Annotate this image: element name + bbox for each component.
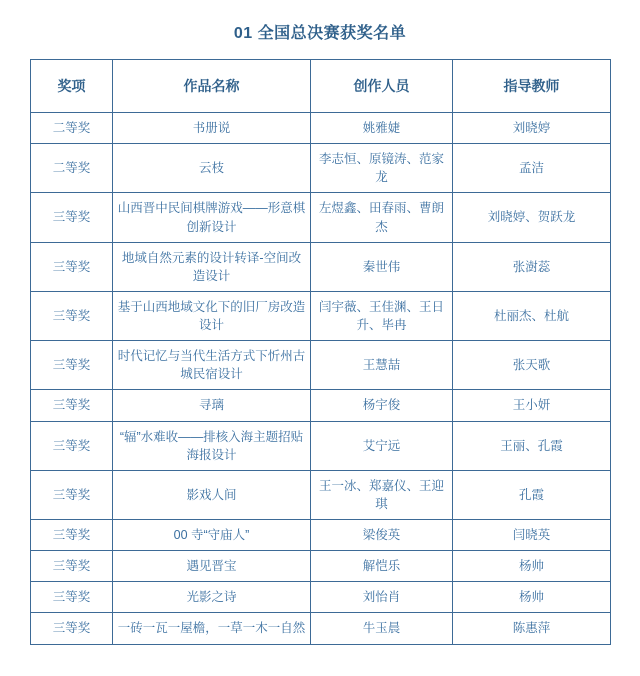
table-row xyxy=(31,390,611,421)
cell-work: 影戏人间 xyxy=(113,470,311,519)
cell-award: 三等奖 xyxy=(31,193,113,242)
column-header-award: 奖项 xyxy=(31,60,113,113)
cell-work: 书册说 xyxy=(113,113,311,144)
cell-authors: 左煜鑫、田春雨、曹朗杰 xyxy=(311,193,453,242)
cell-award: 三等奖 xyxy=(31,242,113,291)
cell-mentors: 刘晓婷 xyxy=(453,113,611,144)
column-header-authors: 创作人员 xyxy=(311,60,453,113)
cell-award: 三等奖 xyxy=(31,291,113,340)
cell-authors: 王慧喆 xyxy=(311,341,453,390)
table-row xyxy=(31,341,611,390)
cell-mentors: 刘晓婷、贺跃龙 xyxy=(453,193,611,242)
column-header-mentors: 指导教师 xyxy=(453,60,611,113)
cell-award: 三等奖 xyxy=(31,390,113,421)
cell-authors: 秦世伟 xyxy=(311,242,453,291)
cell-mentors: 孟洁 xyxy=(453,144,611,193)
table-row xyxy=(31,291,611,340)
cell-authors: 艾宁远 xyxy=(311,421,453,470)
cell-mentors: 张澍蕊 xyxy=(453,242,611,291)
cell-award: 三等奖 xyxy=(31,421,113,470)
cell-award: 三等奖 xyxy=(31,551,113,582)
table-row xyxy=(31,551,611,582)
cell-mentors: 孔霞 xyxy=(453,470,611,519)
cell-authors: 姚雅婕 xyxy=(311,113,453,144)
cell-authors: 李志恒、原镜涛、范家龙 xyxy=(311,144,453,193)
cell-mentors: 杜丽杰、杜航 xyxy=(453,291,611,340)
cell-work: 时代记忆与当代生活方式下忻州古城民宿设计 xyxy=(113,341,311,390)
cell-mentors: 张天歌 xyxy=(453,341,611,390)
cell-authors: 闫宇薇、王佳渊、王日升、毕冉 xyxy=(311,291,453,340)
cell-award: 二等奖 xyxy=(31,144,113,193)
cell-authors: 牛玉晨 xyxy=(311,613,453,644)
cell-award: 三等奖 xyxy=(31,341,113,390)
cell-work: 山西晋中民间棋牌游戏——形意棋创新设计 xyxy=(113,193,311,242)
cell-work: 寻璃 xyxy=(113,390,311,421)
cell-work: 云枝 xyxy=(113,144,311,193)
table-row xyxy=(31,242,611,291)
table-row xyxy=(31,470,611,519)
table-header xyxy=(31,60,611,113)
table-row xyxy=(31,113,611,144)
table-row xyxy=(31,193,611,242)
cell-authors: 解恺乐 xyxy=(311,551,453,582)
table-body xyxy=(31,113,611,645)
cell-authors: 杨宇俊 xyxy=(311,390,453,421)
cell-work: 遇见晋宝 xyxy=(113,551,311,582)
cell-award: 三等奖 xyxy=(31,582,113,613)
cell-mentors: 王丽、孔霞 xyxy=(453,421,611,470)
award-list-table xyxy=(30,59,611,645)
cell-authors: 刘怡肖 xyxy=(311,582,453,613)
table-header-row xyxy=(31,60,611,113)
cell-award: 三等奖 xyxy=(31,613,113,644)
cell-mentors: 杨帅 xyxy=(453,582,611,613)
cell-authors: 王一冰、郑嘉仪、王迎琪 xyxy=(311,470,453,519)
cell-authors: 梁俊英 xyxy=(311,520,453,551)
cell-mentors: 王小妍 xyxy=(453,390,611,421)
table-row xyxy=(31,613,611,644)
column-header-work: 作品名称 xyxy=(113,60,311,113)
cell-work: 一砖一瓦一屋檐，一草一木一自然 xyxy=(113,613,311,644)
cell-work: 光影之诗 xyxy=(113,582,311,613)
cell-award: 二等奖 xyxy=(31,113,113,144)
cell-work: “辐”水难收——排核入海主题招贴海报设计 xyxy=(113,421,311,470)
cell-mentors: 闫晓英 xyxy=(453,520,611,551)
cell-work: 00 寺“守庙人” xyxy=(113,520,311,551)
cell-work: 基于山西地域文化下的旧厂房改造设计 xyxy=(113,291,311,340)
cell-mentors: 陈惠萍 xyxy=(453,613,611,644)
table-row xyxy=(31,520,611,551)
page-title: 01 全国总决赛获奖名单 xyxy=(233,25,407,42)
table-row xyxy=(31,421,611,470)
table-row xyxy=(31,144,611,193)
cell-award: 三等奖 xyxy=(31,520,113,551)
cell-mentors: 杨帅 xyxy=(453,551,611,582)
cell-award: 三等奖 xyxy=(31,470,113,519)
table-row xyxy=(31,582,611,613)
cell-work: 地域自然元素的设计转译-空间改造设计 xyxy=(113,242,311,291)
